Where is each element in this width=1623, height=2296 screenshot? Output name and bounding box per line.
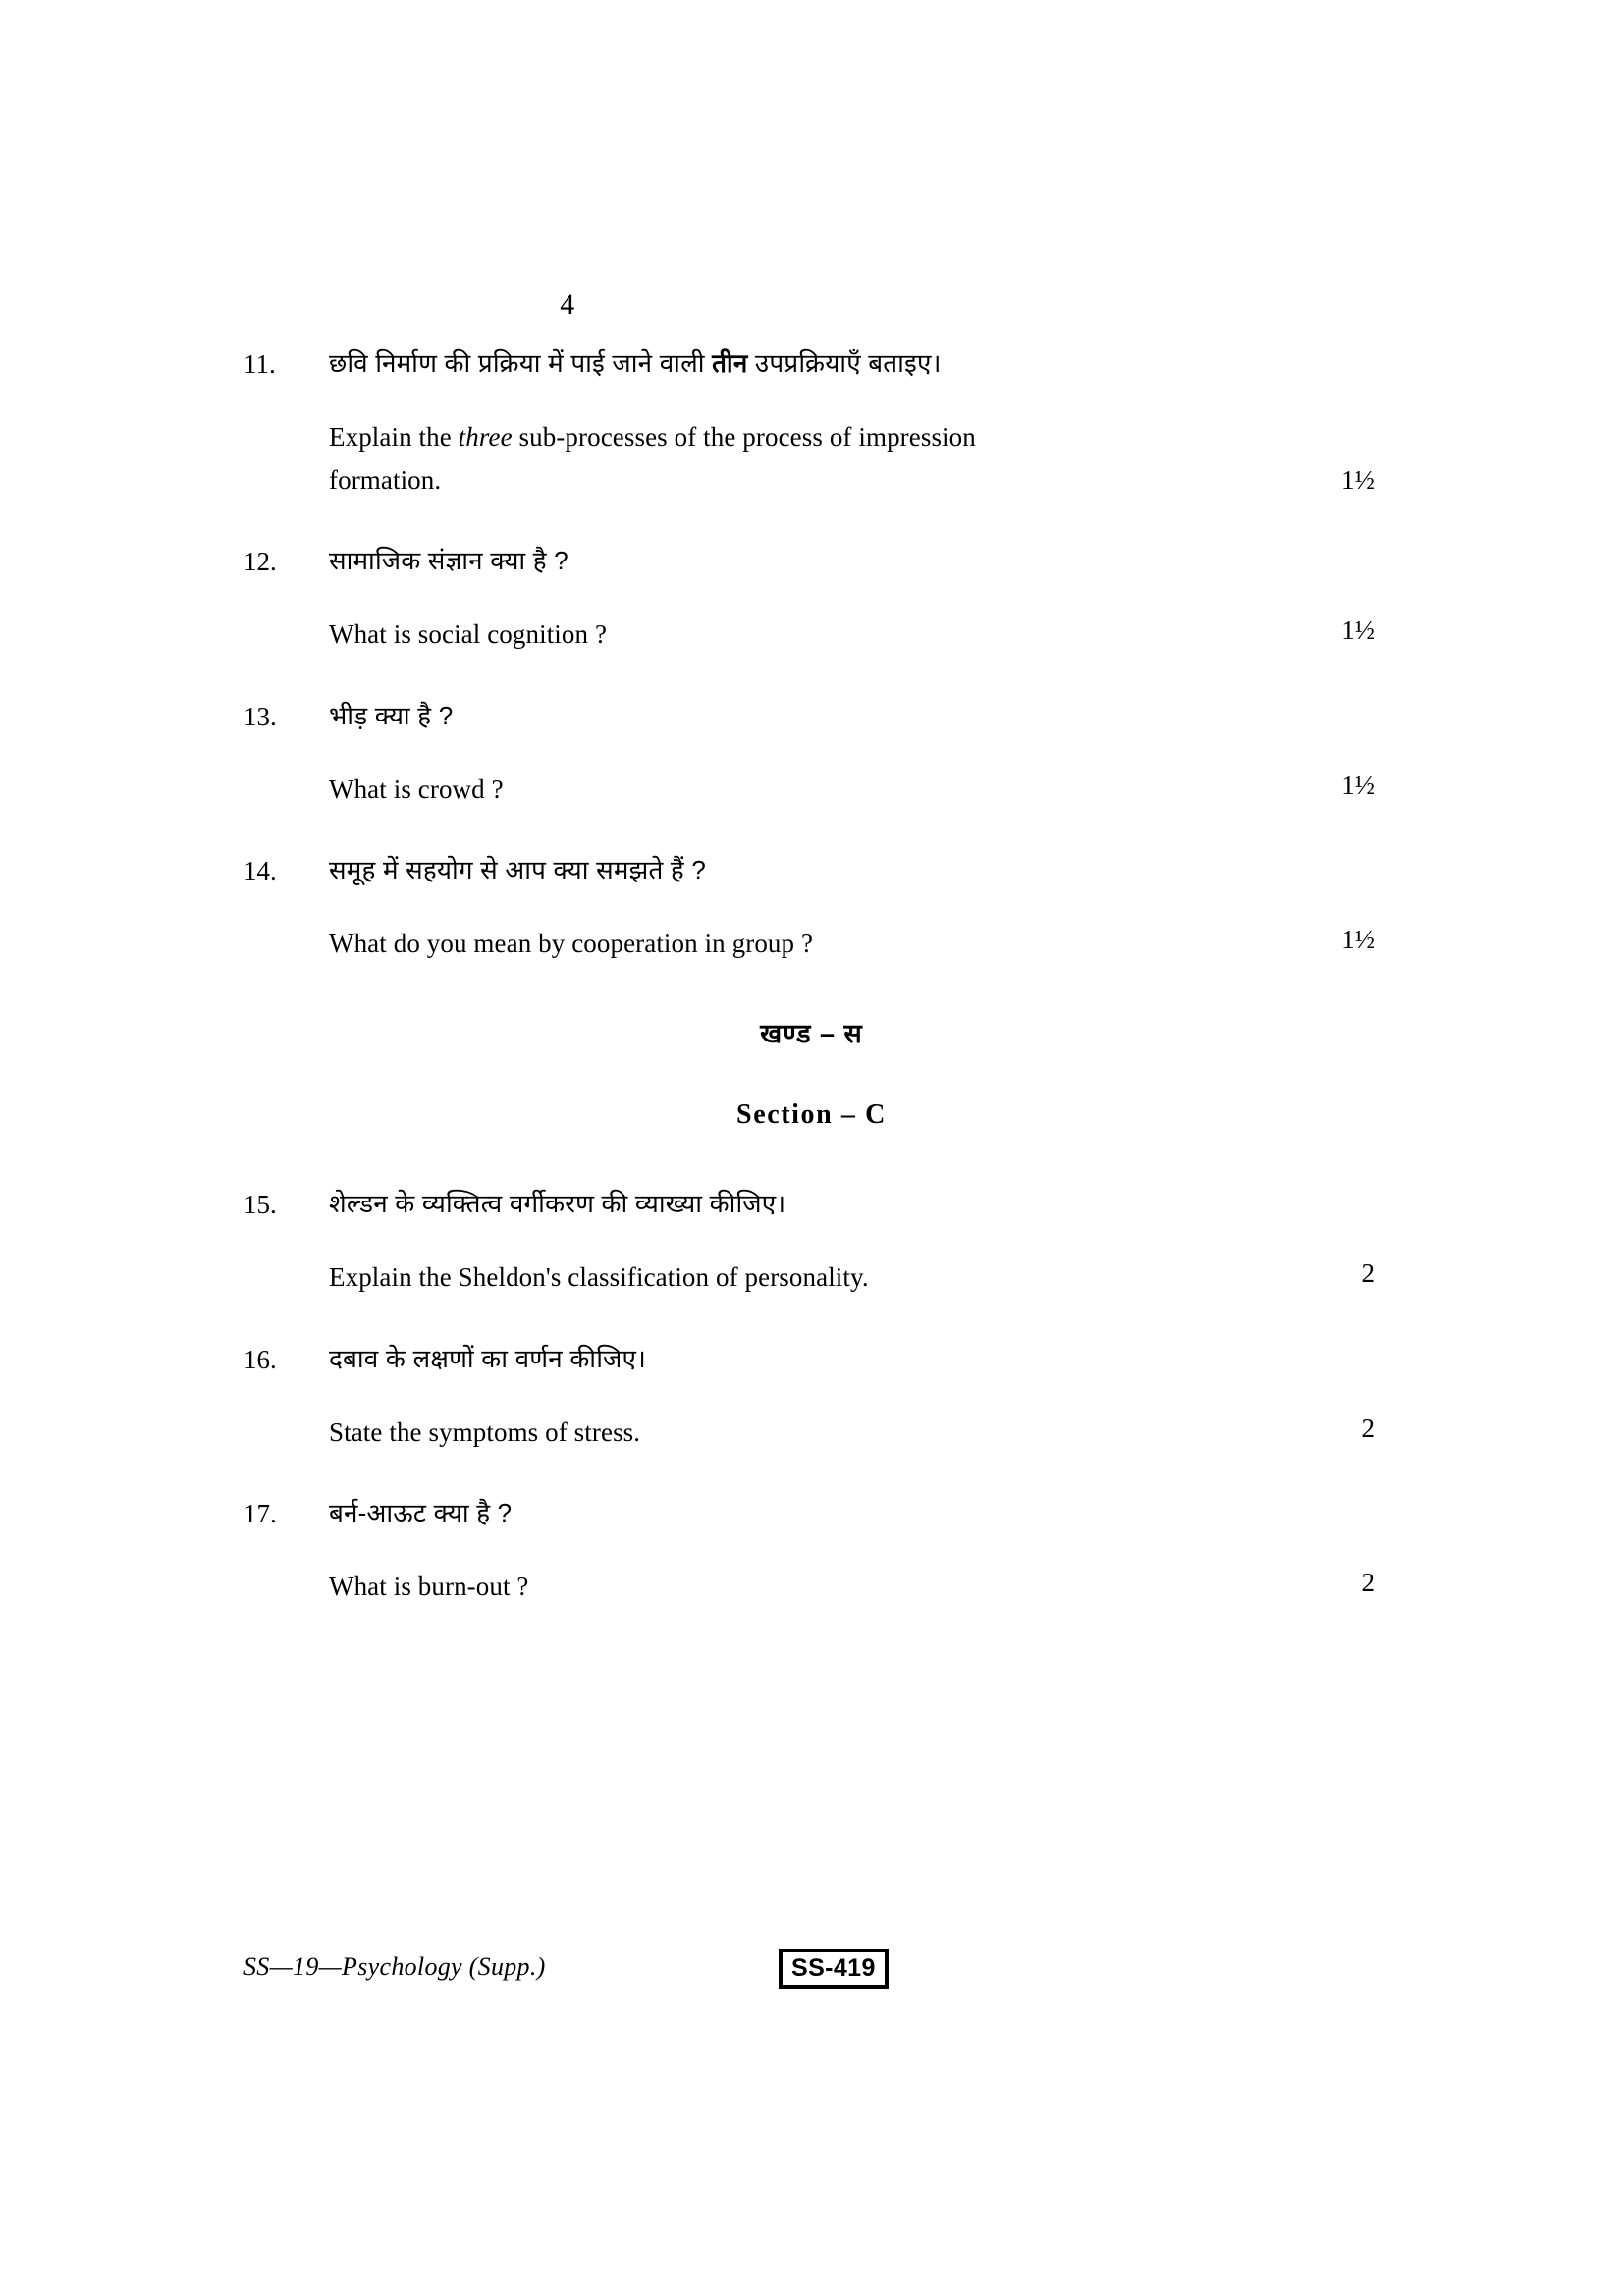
question-text-hindi [329,347,1304,381]
hindi-text-emphasis: तीन [712,348,748,378]
question-text-english: State the symptoms of stress. [329,1416,641,1447]
question-block [243,854,1375,966]
page-content [243,291,1375,1609]
english-text-emphasis: three [458,421,513,452]
question-block [243,700,1375,812]
question-marks: 2 [1361,1413,1375,1443]
page-footer [243,1949,1375,2000]
question-marks: 1½ [1341,464,1375,495]
question-number: 13. [243,701,277,731]
question-block [243,1343,1375,1455]
hindi-text-post: उपप्रक्रियाएँ बताइए। [747,348,942,378]
question-text-english [329,416,1375,502]
question-marks: 2 [1361,1568,1375,1598]
question-marks: 1½ [1341,615,1375,646]
question-body [329,1343,1375,1455]
hindi-text-pre: छवि निर्माण की प्रक्रिया में पाई जाने वाली [329,348,713,378]
question-text-hindi: भीड़ क्या है ? [329,700,454,730]
question-text-hindi: दबाव के लक्षणों का वर्णन कीजिए। [329,1343,647,1373]
question-marks: 1½ [1341,770,1375,800]
question-body [329,347,1375,502]
question-number: 17. [243,1499,277,1529]
question-text-english: What is social cognition ? [329,619,608,650]
section-heading-hindi: खण्ड – स [760,1018,863,1048]
question-marks: 1½ [1341,925,1375,955]
question-text-english: What do you mean by cooperation in group ? [329,929,814,959]
question-number: 15. [243,1190,277,1220]
question-number: 14. [243,856,277,886]
question-block [243,1188,1375,1300]
question-text-hindi: बर्न-आऊट क्या है ? [329,1498,513,1528]
english-text-lastline: formation. [329,464,442,495]
question-text-english: What is burn-out ? [329,1572,529,1602]
question-block [243,545,1375,657]
question-body [329,545,1375,657]
section-heading-english: Section – C [736,1098,887,1130]
question-text-hindi: समूह में सहयोग से आप क्या समझते हैं ? [329,855,707,885]
subject-code-label: SS—19—Psychology (Supp.) [243,1952,546,1981]
question-text-hindi: शेल्डन के व्यक्तित्व वर्गीकरण की व्याख्या कीजिए। [329,1189,786,1219]
question-block [243,1497,1375,1609]
question-number: 11. [243,349,276,379]
question-marks: 2 [1361,1258,1375,1289]
question-body [329,854,1375,966]
question-number: 16. [243,1344,277,1374]
question-body [329,700,1375,812]
question-block [243,347,1375,502]
page-number: 4 [560,289,575,321]
paper-code-badge: SS-419 [779,1949,889,1989]
question-text-english: What is crowd ? [329,774,504,804]
question-number: 12. [243,547,277,577]
english-text-pre: Explain the [329,421,459,452]
question-body [329,1497,1375,1609]
english-text-rest: sub-processes of the process of impression [512,421,976,452]
question-text-hindi: सामाजिक संज्ञान क्या है ? [329,546,568,576]
question-body [329,1188,1375,1300]
question-text-english: Explain the Sheldon's classification of personality. [329,1262,869,1293]
